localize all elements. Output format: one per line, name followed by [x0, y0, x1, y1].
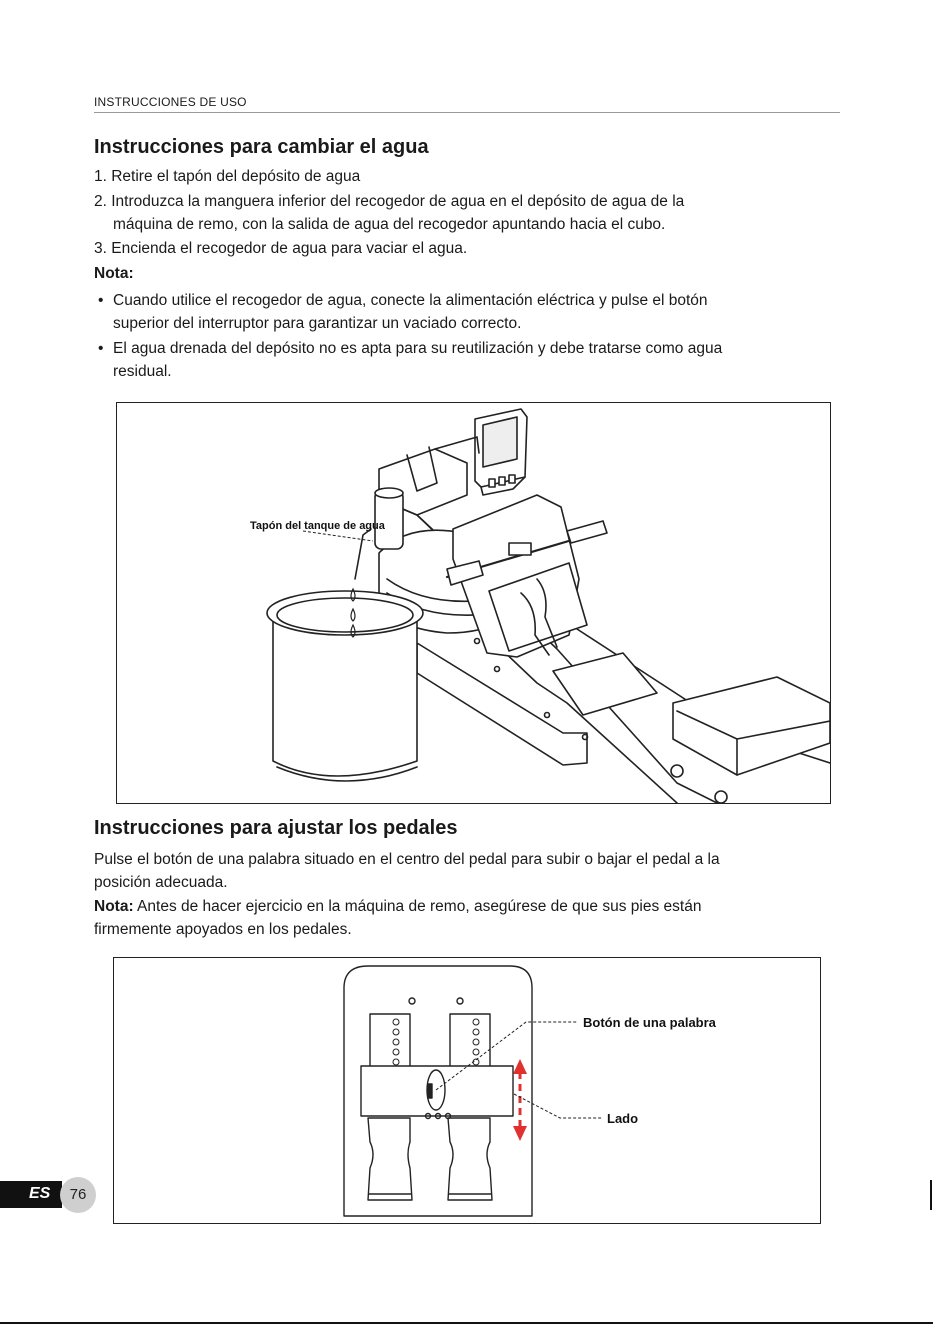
note-bullet-2-line2: residual. — [113, 362, 172, 380]
note-bullet-2-line1: El agua drenada del depósito no es apta para su reutilización y debe tratarse como agua — [113, 340, 723, 357]
rowing-machine-illustration — [117, 403, 830, 803]
pedals-note-line2: firmemente apoyados en los pedales. — [94, 920, 352, 938]
water-tank-cap-label: Tapón del tanque de agua — [250, 520, 385, 532]
pedals-note-title: Nota: — [94, 898, 134, 915]
section-title-water: Instrucciones para cambiar el agua — [94, 136, 429, 158]
note-bullet-1-line2: superior del interruptor para garantizar un vaciado correcto. — [113, 314, 522, 332]
language-code: ES — [29, 1185, 51, 1202]
step-3-text: 3. Encienda el recogedor de agua para vaciar el agua. — [94, 240, 468, 257]
note-bullet-1-line1: Cuando utilice el recogedor de agua, conecte la alimentación eléctrica y pulse el botón — [113, 292, 708, 309]
pedals-instruction-line2: posición adecuada. — [94, 873, 228, 891]
button-label: Botón de una palabra — [583, 1015, 716, 1030]
edge-mark — [930, 1180, 932, 1210]
header-divider — [94, 112, 840, 113]
side-label: Lado — [607, 1111, 639, 1126]
note-title-water: Nota: — [94, 265, 134, 282]
section-title-pedals: Instrucciones para ajustar los pedales — [94, 817, 458, 839]
step-2 — [94, 191, 839, 236]
running-header: INSTRUCCIONES DE USO — [94, 95, 247, 109]
pedals-instruction — [94, 849, 839, 894]
pedal-figure — [113, 957, 821, 1224]
note-bullet-2 — [98, 338, 838, 383]
step-1 — [94, 166, 839, 189]
bullet-dot: • — [98, 340, 104, 357]
pedal-illustration — [114, 958, 820, 1223]
page-number: 76 — [69, 1186, 87, 1203]
pedals-note — [94, 896, 839, 941]
step-1-text: 1. Retire el tapón del depósito de agua — [94, 168, 361, 185]
pedals-note-line1: Antes de hacer ejercicio en la máquina de remo, asegúrese de que sus pies están — [133, 898, 702, 915]
rowing-machine-figure — [116, 402, 831, 804]
step-3 — [94, 238, 839, 261]
step-2-line1: 2. Introduzca la manguera inferior del recogedor de agua en el depósito de agua de la — [94, 193, 685, 210]
bullet-dot: • — [98, 292, 104, 309]
step-2-line2: máquina de remo, con la salida de agua del recogedor apuntando hacia el cubo. — [113, 215, 666, 233]
note-bullet-1 — [98, 290, 838, 335]
pedals-instruction-line1: Pulse el botón de una palabra situado en el centro del pedal para subir o bajar el pedal a la — [94, 851, 720, 868]
